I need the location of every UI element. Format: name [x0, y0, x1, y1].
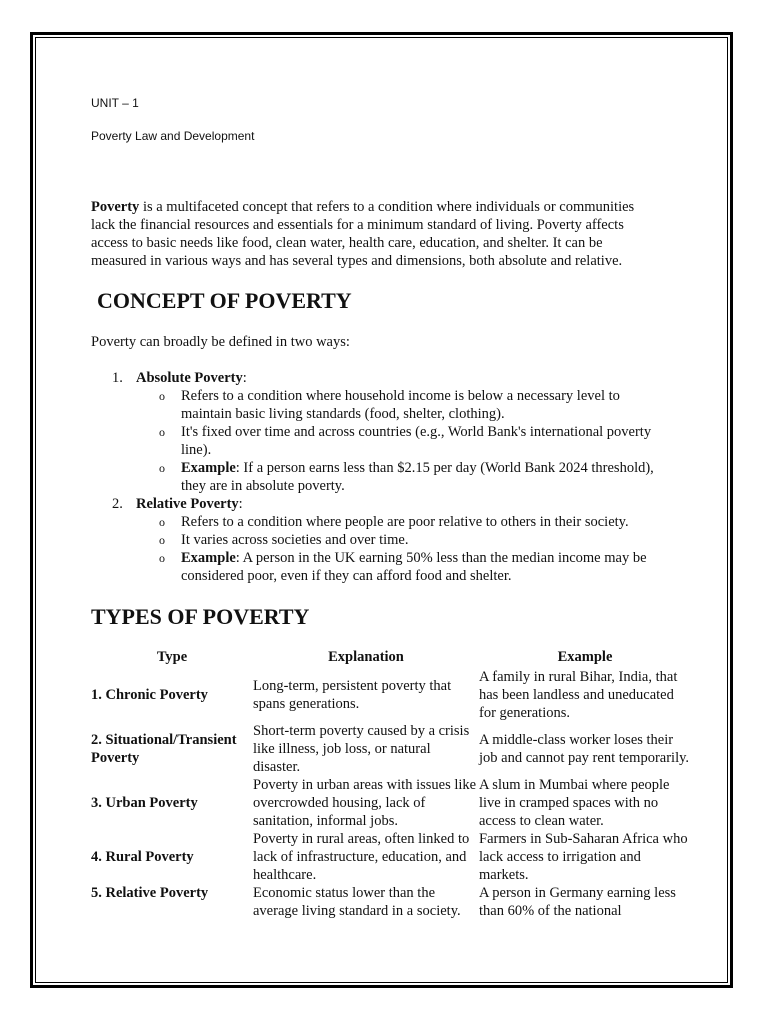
unit-label: UNIT – 1	[91, 96, 139, 110]
cell-explanation: Economic status lower than the average living standard in a society.	[253, 885, 461, 919]
table-row	[91, 884, 691, 920]
cell-type: 3. Urban Poverty	[91, 795, 198, 811]
types-heading: TYPES OF POVERTY	[91, 604, 310, 629]
concept-lead: Poverty can broadly be defined in two ways:	[91, 334, 350, 350]
cell-explanation: Short-term poverty caused by a crisis like illness, job loss, or natural disaster.	[253, 723, 470, 775]
column-header-example: Example	[557, 649, 613, 665]
example-label: Example	[181, 550, 236, 566]
example-label: Example	[181, 460, 236, 476]
table-header-row	[91, 646, 691, 668]
intro-paragraph	[91, 198, 691, 270]
cell-example: A middle-class worker loses their job and cannot pay rent temporarily.	[479, 732, 690, 766]
bullet-marker: o	[159, 389, 165, 403]
bullet-text-line: It's fixed over time and across countries (e.g., World Bank's international poverty	[181, 424, 652, 440]
list-item-suffix: :	[242, 370, 247, 386]
table-row	[91, 830, 691, 884]
cell-example: A slum in Mumbai where people live in cramped spaces with no access to clean water.	[479, 777, 670, 829]
bullet-text-line: Refers to a condition where people are poor relative to others in their society.	[181, 514, 629, 530]
bullet-marker: o	[159, 461, 165, 475]
concept-heading: CONCEPT OF POVERTY	[97, 288, 352, 313]
bullet-text-line: maintain basic living standards (food, shelter, clothing).	[181, 406, 505, 422]
cell-example: A person in Germany earning less than 60% of the national	[479, 885, 676, 919]
bullet-text-line: : If a person earns less than $2.15 per day (World Bank 2024 threshold),	[235, 460, 654, 476]
list-item-suffix: :	[238, 496, 243, 512]
column-header-type: Type	[156, 649, 188, 665]
intro-line-1: is a multifaceted concept that refers to a condition where individuals or communities	[139, 199, 635, 215]
bullet-text-line: they are in absolute poverty.	[181, 478, 345, 494]
cell-type: 5. Relative Poverty	[91, 885, 209, 901]
intro-line-3: access to basic needs like food, clean water, health care, education, and shelter. It can be	[91, 235, 603, 251]
column-header-explanation: Explanation	[328, 649, 404, 665]
cell-example: Farmers in Sub-Saharan Africa who lack access to irrigation and markets.	[479, 831, 688, 883]
bullet-text-line: It varies across societies and over time.	[181, 532, 409, 548]
bullet-text-line: line).	[181, 442, 212, 458]
table-row	[91, 776, 691, 830]
list-number: 2.	[112, 496, 123, 512]
list-item-title: Absolute Poverty	[136, 370, 243, 386]
intro-line-2: lack the financial resources and essentials for a minimum standard of living. Poverty affects	[91, 217, 624, 233]
cell-explanation: Poverty in urban areas with issues like overcrowded housing, lack of sanitation, informal jobs.	[253, 777, 477, 829]
bullet-text-line: considered poor, even if they can afford food and shelter.	[181, 568, 512, 584]
cell-type: 2. Situational/Transient Poverty	[91, 732, 237, 766]
document-subtitle: Poverty Law and Development	[91, 129, 255, 143]
bullet-text-line: Refers to a condition where household income is below a necessary level to	[181, 388, 620, 404]
intro-term: Poverty	[91, 199, 140, 215]
bullet-marker: o	[159, 425, 165, 439]
cell-example: A family in rural Bihar, India, that has been landless and uneducated for generations.	[479, 669, 678, 721]
list-number: 1.	[112, 370, 123, 386]
table-row	[91, 722, 691, 776]
bullet-marker: o	[159, 533, 165, 547]
list-item-title: Relative Poverty	[136, 496, 239, 512]
types-table	[91, 646, 691, 920]
cell-explanation: Poverty in rural areas, often linked to lack of infrastructure, education, and healthcare.	[253, 831, 470, 883]
cell-type: 1. Chronic Poverty	[91, 687, 208, 703]
cell-explanation: Long-term, persistent poverty that spans generations.	[253, 678, 452, 712]
cell-type: 4. Rural Poverty	[91, 849, 194, 865]
table-row	[91, 668, 691, 722]
bullet-marker: o	[159, 515, 165, 529]
bullet-marker: o	[159, 551, 165, 565]
bullet-text-line: : A person in the UK earning 50% less than the median income may be	[235, 550, 647, 566]
intro-line-4: measured in various ways and has several types and dimensions, both absolute and relative.	[91, 253, 623, 269]
